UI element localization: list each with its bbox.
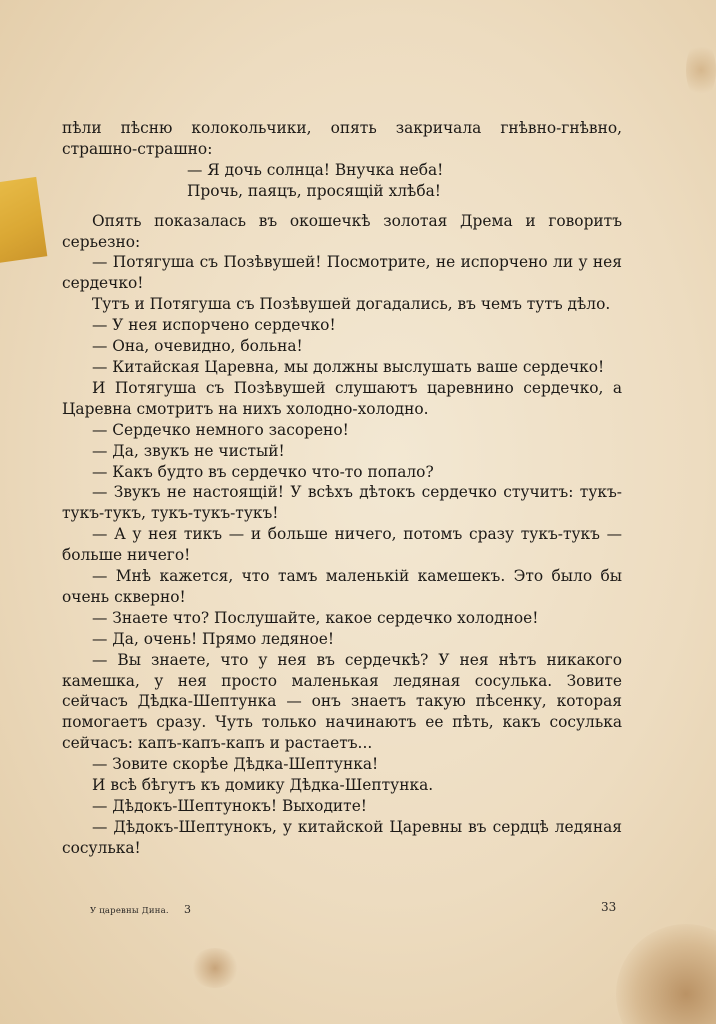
paragraph: — Вы знаете, что у нея въ сердечкѣ? У нея нѣтъ никакого камешка, у нея просто маленькая ледяная сосулька. Зовите сейчасъ Дѣдка-Шептунка — онъ знаетъ такую пѣсенку, которая помогаетъ сразу. Чуть только начинаютъ ее пѣть, какъ сосулька сейчасъ: капъ-капъ-капъ и растаетъ... [62,650,622,753]
paragraph: — Китайская Царевна, мы должны выслушать ваше сердечко! [92,357,605,376]
footer-signature-mark: 3 [184,903,191,916]
paragraph: — Дѣдокъ-Шептунокъ! Выходите! [92,797,367,815]
verse-line: — Я дочь солнца! Внучка неба! [187,160,444,179]
paragraph: И Потягуша съ Позѣвушей слушаютъ царевнино сердечко, а Царевна смотритъ на нихъ холодно-холодно. [62,378,622,418]
paragraph: — Да, очень! Прямо ледяное! [92,629,335,648]
paragraph: — Дѣдокъ-Шептунокъ, у китайской Царевны въ сердцѣ ледяная сосулька! [62,817,622,857]
paragraph: — А у нея тикъ — и больше ничего, потомъ сразу тукъ-тукъ — больше ничего! [62,525,622,565]
paper-stain-top-right [686,40,716,100]
verse-line: Прочь, паяцъ, просящій хлѣба! [187,181,441,200]
paragraph: — У нея испорчено сердечко! [92,316,336,335]
paragraph: — Потягуша съ Позѣвушей! Посмотрите, не испорчено ли у нея сердечко! [62,253,622,293]
paragraph: Тутъ и Потягуша съ Позѣвушей догадались, въ чемъ тутъ дѣло. [92,295,611,314]
yellow-tape-mark [0,177,47,263]
paragraph: — Зовите скорѣе Дѣдка-Шептунка! [92,755,379,774]
paragraph: И всѣ бѣгутъ къ домику Дѣдка-Шептунка. [92,776,434,795]
paragraph: — Да, звукъ не чистый! [92,441,285,460]
paragraph: — Звукъ не настоящій! У всѣхъ дѣтокъ сердечко стучитъ: тукъ-тукъ-тукъ, тукъ-тукъ-тукъ! [62,483,622,523]
paper-stain-bottom-center [190,948,240,988]
paragraph: Опять показалась въ окошечкѣ золотая Дрема и говоритъ серьезно: [62,211,622,251]
paragraph: — Какъ будто въ сердечко что-то попало? [92,462,434,481]
body-text [62,118,622,859]
paragraph: — Мнѣ кажется, что тамъ маленькій камешекъ. Это было бы очень скверно! [62,567,622,606]
paper-stain-bottom-right [616,924,716,1024]
paragraph: пѣли пѣсню колокольчики, опять закричала гнѣвно-гнѣвно, страшно-страшно: [62,119,622,158]
paragraph: — Знаете что? Послушайте, какое сердечко холодное! [92,608,539,627]
page-number: 33 [601,900,617,914]
paragraph: — Сердечко немного засорено! [92,420,349,439]
paragraph: — Она, очевидно, больна! [92,337,303,356]
footer-book-title: У царевны Дина. [90,906,169,916]
